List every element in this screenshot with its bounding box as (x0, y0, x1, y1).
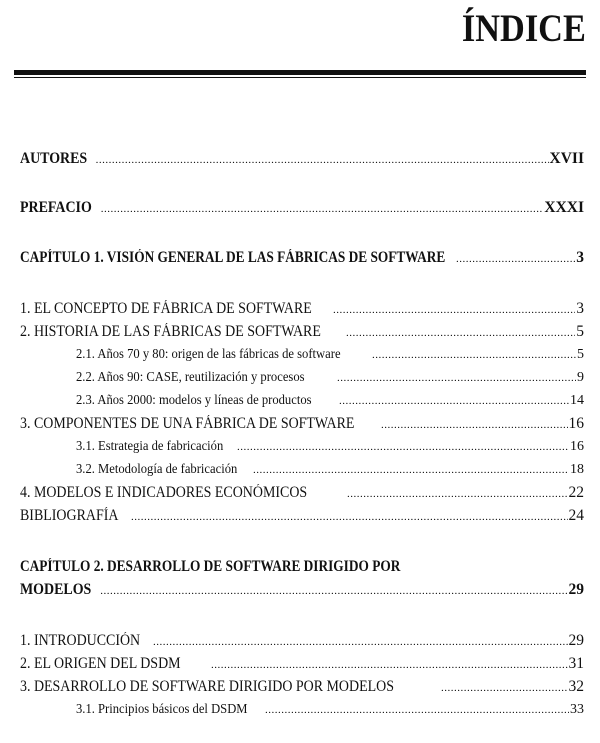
toc-entry-title: 1. EL CONCEPTO DE FÁBRICA DE SOFTWARE (20, 300, 312, 317)
toc-leader-dots (153, 632, 568, 652)
toc-leader-dots (337, 368, 576, 388)
toc-entry-page: 14 (570, 393, 584, 408)
toc-entry-page: 32 (568, 678, 584, 695)
toc-entry-title: 2. EL ORIGEN DEL DSDM (20, 655, 181, 672)
toc-entry-page: 24 (568, 507, 584, 524)
toc-entry-section-2 (20, 322, 584, 343)
toc-entry-title: CAPÍTULO 1. VISIÓN GENERAL DE LAS FÁBRICAS DE SOFTWARE (20, 249, 446, 266)
toc-entry-page: XVII (549, 150, 584, 167)
toc-entry-page: 18 (570, 462, 584, 477)
toc-entry-title: 4. MODELOS E INDICADORES ECONÓMICOS (20, 484, 308, 501)
toc-entry-section-2-2 (20, 368, 584, 388)
toc-entry-title: BIBLIOGRAFÍA (20, 507, 119, 524)
toc-entry-page: 31 (568, 655, 584, 672)
table-of-contents (20, 0, 584, 743)
toc-entry-title: 2. HISTORIA DE LAS FÁBRICAS DE SOFTWARE (20, 323, 321, 340)
toc-entry-bibliografia (20, 506, 584, 527)
toc-leader-dots (131, 507, 568, 527)
toc-leader-dots (456, 249, 575, 269)
toc-leader-dots (265, 700, 569, 720)
toc-leader-dots (347, 484, 568, 504)
toc-entry-capitulo-2-line-1 (20, 557, 462, 577)
toc-entry-autores (20, 149, 584, 170)
toc-entry-page: 22 (568, 484, 584, 501)
toc-leader-dots (339, 391, 569, 411)
toc-entry-ch2-section-3-1 (20, 700, 584, 720)
toc-entry-title: 2.1. Años 70 y 80: origen de las fábricas de software (76, 347, 341, 362)
toc-entry-page: XXXI (544, 199, 584, 216)
toc-entry-page: 3 (576, 249, 584, 266)
toc-leader-dots (372, 345, 576, 365)
toc-entry-section-3-1 (20, 437, 584, 457)
toc-entry-section-3 (20, 414, 584, 435)
toc-entry-ch2-section-3 (20, 677, 584, 698)
toc-entry-title: 3.1. Principios básicos del DSDM (76, 702, 248, 717)
toc-entry-page: 16 (568, 415, 584, 432)
toc-leader-dots (211, 655, 568, 675)
page-title: ÍNDICE (462, 7, 586, 50)
toc-entry-prefacio (20, 198, 584, 219)
toc-entry-section-1 (20, 299, 584, 320)
toc-entry-page: 3 (576, 300, 584, 317)
toc-entry-ch2-section-1 (20, 631, 584, 652)
toc-entry-page: 9 (577, 370, 584, 385)
toc-entry-title: 2.2. Años 90: CASE, reutilización y procesos (76, 370, 305, 385)
toc-entry-page: 5 (577, 347, 584, 362)
toc-leader-dots (101, 199, 544, 219)
toc-entry-section-2-1 (20, 345, 584, 365)
toc-entry-title: 3.1. Estrategia de fabricación (76, 439, 224, 454)
toc-entry-section-4 (20, 483, 584, 504)
toc-leader-dots (96, 150, 549, 170)
toc-entry-page: 29 (568, 632, 584, 649)
toc-entry-page: 5 (576, 323, 584, 340)
toc-entry-title: 3. COMPONENTES DE UNA FÁBRICA DE SOFTWARE (20, 415, 355, 432)
toc-leader-dots (381, 415, 568, 435)
toc-entry-page: 33 (570, 702, 584, 717)
toc-entry-title: CAPÍTULO 2. DESARROLLO DE SOFTWARE DIRIGIDO POR (20, 558, 401, 575)
toc-entry-title: 1. INTRODUCCIÓN (20, 632, 141, 649)
toc-entry-capitulo-1 (20, 248, 584, 269)
toc-entry-page: 16 (570, 439, 584, 454)
toc-entry-ch2-section-2 (20, 654, 584, 675)
toc-entry-title: AUTORES (20, 150, 88, 167)
toc-entry-title: 3. DESARROLLO DE SOFTWARE DIRIGIDO POR MODELOS (20, 678, 394, 695)
toc-entry-title: 3.2. Metodología de fabricación (76, 462, 238, 477)
toc-entry-capitulo-2 (20, 580, 584, 601)
toc-entry-title: MODELOS (20, 581, 92, 598)
toc-entry-title: PREFACIO (20, 199, 92, 216)
toc-leader-dots (346, 323, 575, 343)
toc-entry-page: 29 (568, 581, 584, 598)
toc-entry-section-2-3 (20, 391, 584, 411)
toc-leader-dots (333, 300, 575, 320)
toc-leader-dots (441, 678, 568, 698)
toc-leader-dots (253, 460, 569, 480)
toc-leader-dots (100, 581, 567, 601)
toc-entry-title: 2.3. Años 2000: modelos y líneas de productos (76, 393, 312, 408)
toc-entry-section-3-2 (20, 460, 584, 480)
toc-leader-dots (237, 437, 569, 457)
